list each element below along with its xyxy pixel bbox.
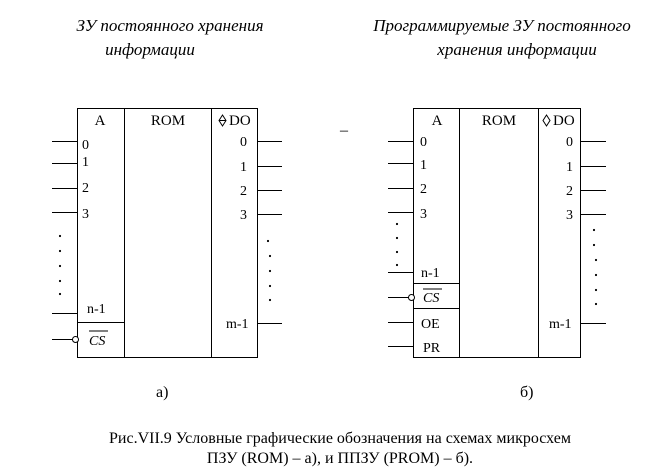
right-cs-label: CS xyxy=(423,291,440,306)
left-header-rom: ROM xyxy=(150,113,186,129)
left-addr-label-n1: n-1 xyxy=(87,302,106,317)
caption-line2: ПЗУ (ROM) – а), и ППЗУ (PROM) – б). xyxy=(206,450,474,467)
right-header-do: DO xyxy=(553,113,575,129)
right-cs-inversion-circle xyxy=(409,295,415,301)
left-out-label-m1: m-1 xyxy=(226,317,249,332)
right-out-label-0: 0 xyxy=(566,135,573,150)
left-out-label-1: 1 xyxy=(240,160,247,175)
right-title-line1: Программируемые ЗУ постоянного xyxy=(373,16,631,35)
right-title-line2: хранения информации xyxy=(437,40,597,59)
left-cs-label: CS xyxy=(89,334,106,349)
right-header-rom: ROM xyxy=(481,113,517,129)
right-addr-label-2: 2 xyxy=(420,182,427,197)
left-addr-label-2: 2 xyxy=(82,181,89,196)
left-title-line1: ЗУ постоянного хранения xyxy=(76,16,264,35)
left-header-a: A xyxy=(94,113,106,129)
left-title-line2: информации xyxy=(105,40,195,59)
ellipsis-dots xyxy=(59,223,597,305)
right-out-label-2: 2 xyxy=(566,184,573,199)
right-out-label-3: 3 xyxy=(566,208,573,223)
left-cs-inversion-circle xyxy=(73,337,79,343)
left-out-label-3: 3 xyxy=(240,208,247,223)
right-addr-label-0: 0 xyxy=(420,135,427,150)
right-out-label-1: 1 xyxy=(566,160,573,175)
right-sublabel: б) xyxy=(520,384,534,401)
left-out-label-0: 0 xyxy=(240,135,247,150)
separator-dash: – xyxy=(340,122,348,139)
left-addr-label-0: 0 xyxy=(82,138,89,153)
left-sublabel: а) xyxy=(156,384,169,401)
left-addr-label-1: 1 xyxy=(82,155,89,170)
right-oe-label: OE xyxy=(421,317,440,332)
right-addr-label-1: 1 xyxy=(420,158,427,173)
right-out-label-m1: m-1 xyxy=(549,317,572,332)
left-addr-label-3: 3 xyxy=(82,207,89,222)
right-header-a: A xyxy=(431,113,443,129)
caption-line1: Рис.VII.9 Условные графические обозначения на схемах микросхем xyxy=(109,430,571,447)
left-header-do: DO xyxy=(229,113,251,129)
left-out-label-2: 2 xyxy=(240,184,247,199)
right-pr-label: PR xyxy=(423,341,441,356)
right-addr-label-n1: n-1 xyxy=(421,266,440,281)
right-tristate-icon xyxy=(543,115,550,126)
right-addr-label-3: 3 xyxy=(420,207,427,222)
